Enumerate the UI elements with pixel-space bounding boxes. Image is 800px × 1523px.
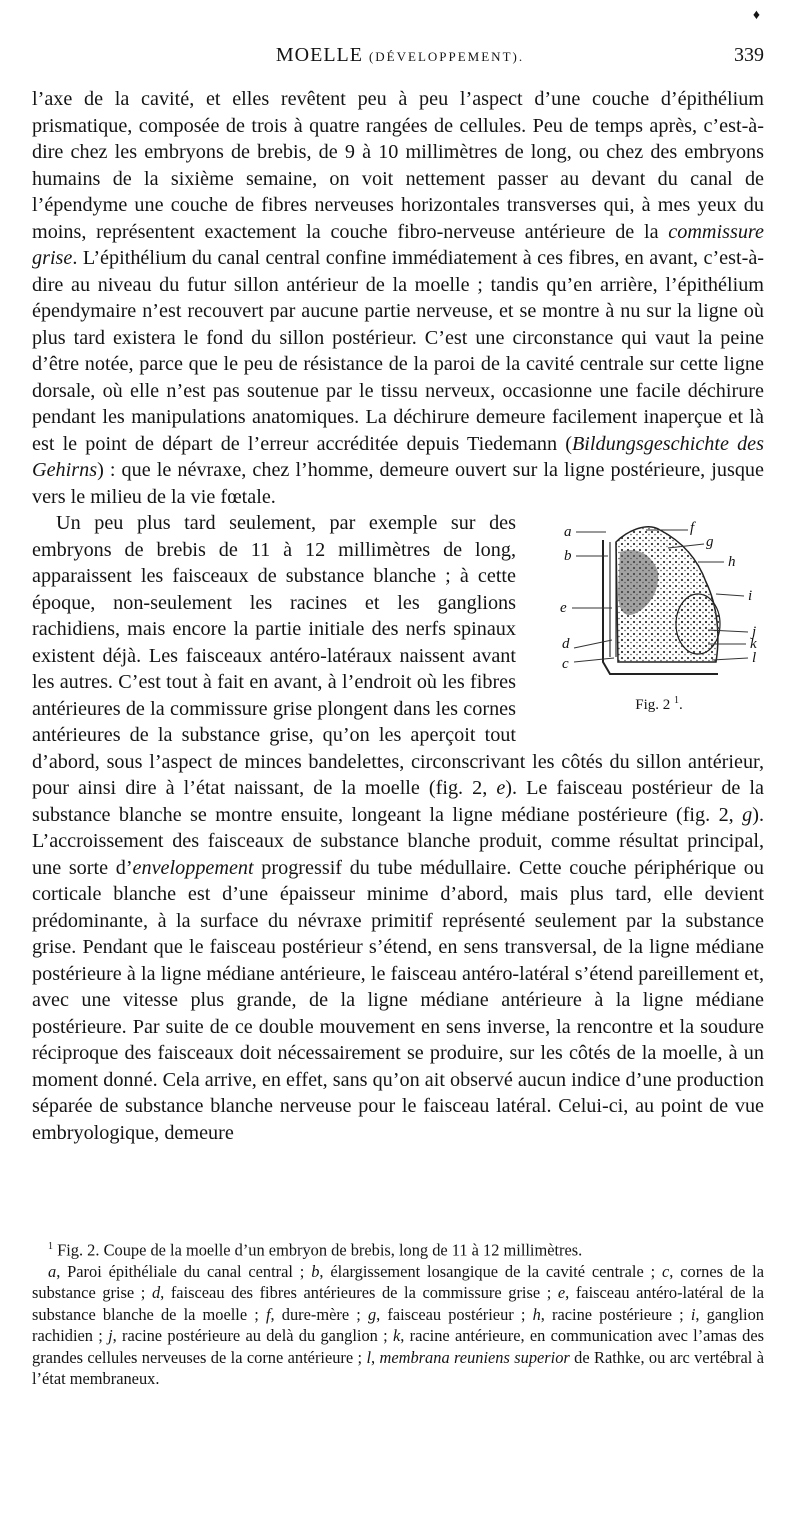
leader-l: [712, 658, 748, 660]
key-text: de Rathke, ou arc vertébral à l’état membraneux.: [32, 1347, 764, 1389]
label-e: e: [560, 600, 567, 616]
spinal-cord-section-illustration: [548, 512, 794, 684]
key-text: , élargissement losangique de la cavité centrale ;: [319, 1261, 662, 1281]
running-title-main: MOELLE: [275, 44, 363, 66]
key-letter: j: [108, 1326, 113, 1346]
key-letter: a: [48, 1261, 57, 1281]
footnote-figure-ref: Fig. 2.: [57, 1240, 100, 1260]
page-number: 339: [734, 44, 764, 66]
figure-ref-g: g: [742, 803, 753, 826]
footnote-key: [32, 1261, 764, 1390]
label-h: h: [728, 554, 736, 570]
spinal-ganglion: [676, 594, 720, 654]
figure-footnote-marker: 1: [674, 695, 679, 706]
key-letter: g: [367, 1304, 377, 1324]
figure-2: [524, 512, 770, 722]
text-run: ) : que le névraxe, chez l’homme, demeure ouvert sur la ligne postérieure, jusque vers le milieu de la vie fœtale.: [32, 459, 764, 508]
italic-term: enveloppement: [132, 856, 254, 879]
label-c: c: [562, 656, 569, 672]
latin-term: membrana reuniens superior: [379, 1347, 570, 1367]
label-l: l: [752, 650, 757, 666]
footnote-lead-text: Coupe de la moelle d’un embryon de brebis, long de 11 à 12 millimètres.: [99, 1240, 583, 1260]
footnote-marker: 1: [48, 1241, 53, 1252]
text-run: Un peu plus tard seulement, par exemple sur des embryons de brebis de 11 à 12 millimètres de long, apparaissent les faisceaux de substance blanche ; à cette époque, non-seulement les racines et les ganglions rachidiens, mais encore la partie initiale des nerfs spinaux existent déjà. Les faisceaux antéro-latéraux naissent avant les autres. C’est tout à fait en avant, à l’endroit où les fibres antérieures de la commissure grise plongent dans les cornes antérieures de la substance grise, qu’on les aperçoit tout d’abord, sous l’aspect de minces bandelettes, circonscrivant les côtés du sillon antérieur, pour ainsi dire à l’état naissant, de la moelle (fig. 2,: [32, 512, 764, 799]
figure-caption-text: Fig. 2: [635, 697, 671, 713]
label-j: j: [752, 624, 757, 640]
label-b: b: [564, 548, 572, 564]
label-f: f: [690, 520, 695, 536]
label-d: d: [562, 636, 570, 652]
paragraph-1: [32, 86, 764, 510]
footnote: [32, 1236, 764, 1390]
leader-i: [716, 594, 744, 596]
key-text: , racine postérieure ;: [540, 1304, 691, 1324]
text-run: . L’épithélium du canal central confine immédiatement à ces fibres, en avant, c’est-à-dire au niveau du futur sillon antérieur de la moelle ; tandis qu’en arrière, l’épithélium épendymaire n’est recouvert par aucune partie nerveuse, et se montre à nu sur la ligne où plus tard existera le fond du sillon postérieur. C’est une circonstance qui vaut la peine d’être notée, parce que le peu de résistance de la paroi de la cavité centrale sur cette ligne dorsale, où elle n’est pas soutenue par le tissu nerveux, occasionne une facile déchirure pendant les manipulations anatomiques. La déchirure demeure facilement inaperçue et là est le point de départ de l’erreur accréditée depuis Tiedemann (: [32, 247, 764, 455]
paragraph-2: [32, 510, 764, 1146]
key-letter: h: [532, 1304, 541, 1324]
key-letter: d: [151, 1283, 161, 1303]
key-text: , faisceau postérieur ;: [376, 1304, 533, 1324]
body-text: [32, 86, 764, 1146]
key-letter: i: [690, 1304, 696, 1324]
footnote-lead: [32, 1236, 764, 1261]
key-text: , ganglion rachidien ;: [32, 1304, 764, 1346]
label-k: k: [750, 636, 757, 652]
text-run: ). L’accroissement des faisceaux de substance blanche produit, comme résultat principal, une sorte d’: [32, 803, 764, 879]
key-text: , racine postérieure au delà du ganglion ;: [112, 1326, 393, 1346]
key-text: ,: [371, 1347, 380, 1367]
book-title: Bildungsgeschichte des Gehirns: [32, 432, 764, 481]
key-text: , Paroi épithéliale du canal central ;: [56, 1261, 312, 1281]
italic-term: commissure grise: [32, 220, 764, 269]
text-run: progressif du tube médullaire. Cette couche périphérique ou corticale blanche est d’une épaisseur minime d’abord, mais plus tard, elle devient prédominante, à la surface du névraxe primitif représenté seulement par la substance grise. Pendant que le faisceau postérieur s’étend, en sens transversal, de la ligne médiane postérieure à la ligne médiane antérieure, le faisceau antéro-latéral s’étend pareillement et, avec une vitesse plus grande, de la ligne médiane antérieure à la ligne médiane postérieure. Par suite de ce double mouvement en sens inverse, la rencontre et la soudure réciproque des faisceaux doit nécessairement se produire, sur les côtés de la moelle, à un moment donné. Cela arrive, en effet, sans qu’on ait observé aucun indice d’une production séparée de substance blanche nerveuse pour le faisceau latéral. Celui-ci, au point de vue embryologique, demeure: [32, 856, 764, 1144]
running-title-sub: (DÉVELOPPEMENT).: [368, 49, 525, 64]
text-run: ). Le faisceau postérieur de la substance blanche se montre ensuite, longeant la ligne médiane postérieure (fig. 2,: [32, 777, 764, 826]
scan-mark: ♦: [752, 8, 760, 23]
key-letter: c: [662, 1261, 670, 1281]
running-header: [0, 44, 800, 76]
text-run: l’axe de la cavité, et elles revêtent peu à peu l’aspect d’une couche d’épithélium prismatique, composée de trois à quatre rangées de cellules. Peu de temps après, c’est-à-dire chez les embryons de brebis, de 9 à 10 millimètres de long, ou chez des embryons humains de la sixième semaine, on voit nettement passer au devant du canal de l’épendyme une couche de fibres nerveuses horizontales transverses qui, à mes yeux du moins, représentent exactement la couche fibro-nerveuse antérieure de la: [32, 88, 764, 243]
key-text: , faisceau des fibres antérieures de la commissure grise ;: [160, 1283, 558, 1303]
key-letter: l: [366, 1347, 372, 1367]
label-i: i: [748, 588, 753, 604]
figure-caption: Fig. 2 $^1$.: [635, 695, 683, 713]
label-a: a: [564, 524, 572, 540]
leader-d: [574, 640, 612, 648]
key-text: , racine antérieure, en communication avec l’amas des grandes cellules nerveuses de la corne antérieure ;: [32, 1326, 764, 1367]
leader-c: [574, 658, 614, 662]
key-text: , faisceau antéro-latéral de la substance blanche de la moelle ;: [32, 1283, 764, 1324]
key-letter: f: [265, 1304, 271, 1324]
key-text: , dure-mère ;: [270, 1304, 368, 1324]
running-title: [0, 44, 800, 67]
key-letter: k: [392, 1326, 401, 1346]
key-letter: b: [311, 1261, 320, 1281]
figure-ref-e: e: [496, 777, 506, 799]
key-text: , cornes de la substance grise ;: [32, 1261, 765, 1303]
key-letter: e: [557, 1283, 566, 1303]
label-g: g: [706, 534, 714, 550]
